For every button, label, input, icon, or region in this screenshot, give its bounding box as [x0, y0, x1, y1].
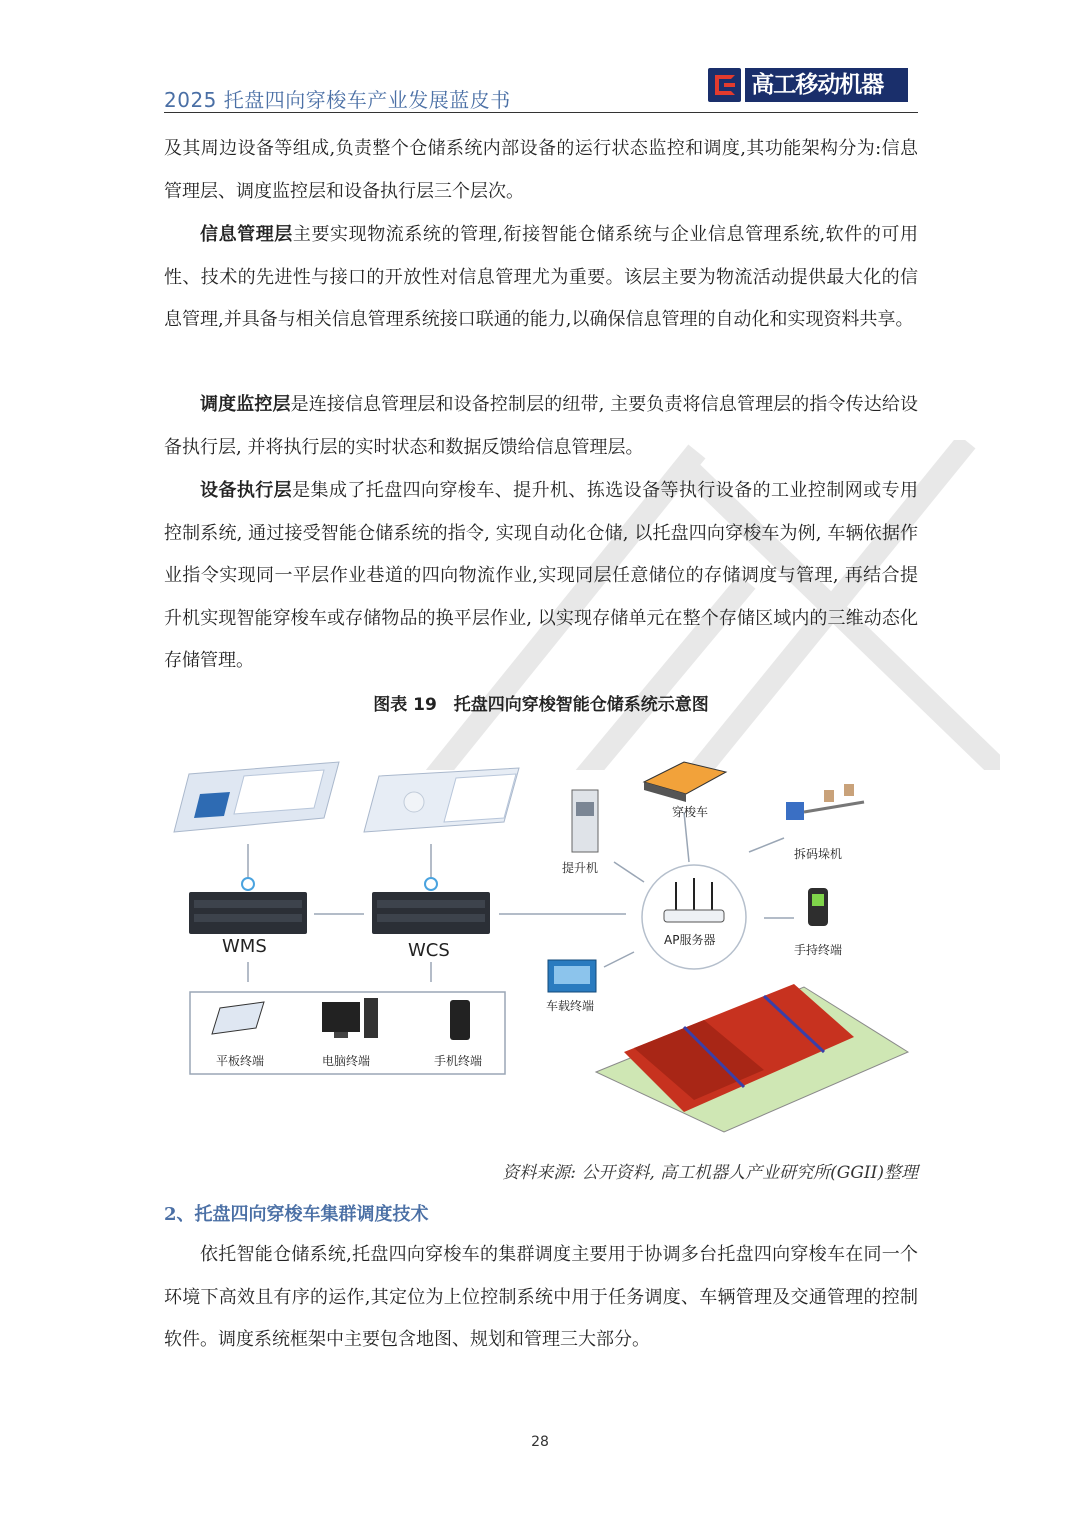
paragraph-dispatch-layer — [164, 384, 918, 469]
term-dispatch-layer: 调度监控层 — [200, 394, 291, 415]
label-handheld: 手持终端 — [794, 943, 843, 957]
label-vehicle: 车载终端 — [546, 999, 595, 1013]
palletizer-image — [786, 784, 864, 820]
logo — [708, 66, 908, 132]
paragraph-intro: 及其周边设备等组成,负责整个仓储系统内部设备的运行状态监控和调度,其功能架构分为:信息管理层、调度监控层和设备执行层三个层次。 — [164, 138, 918, 202]
section-paragraph: 依托智能仓储系统,托盘四向穿梭车的集群调度主要用于协调多台托盘四向穿梭车在同一个环境下高效且有序的运作,其定位为上位控制系统中用于任务调度、车辆管理及交通管理的控制软件。调度系统框架中主要包含地图、规划和管理三大部分。 — [164, 1244, 918, 1350]
term-exec-layer: 设备执行层 — [200, 480, 293, 501]
label-wms: WMS — [222, 936, 267, 957]
logo-g-icon — [708, 68, 741, 102]
label-ap: AP服务器 — [664, 933, 716, 947]
page-number: 28 — [531, 1434, 549, 1450]
label-pc: 电脑终端 — [322, 1054, 371, 1068]
header-title: 2025 托盘四向穿梭车产业发展蓝皮书 — [164, 88, 511, 112]
section-heading: 2、托盘四向穿梭车集群调度技术 — [164, 1204, 429, 1225]
label-lift: 提升机 — [562, 861, 599, 875]
shuttle-image — [644, 762, 726, 802]
vehicle-terminal-image — [548, 960, 596, 992]
term-info-layer: 信息管理层 — [200, 224, 293, 245]
warehouse-image — [596, 984, 908, 1132]
label-palletizer: 拆码垛机 — [794, 847, 843, 861]
label-tablet: 平板终端 — [216, 1054, 265, 1068]
lift-image — [572, 790, 598, 852]
wcs-screen-image — [364, 768, 519, 832]
figure-caption: 图表 19 托盘四向穿梭智能仓储系统示意图 — [373, 695, 709, 715]
system-diagram — [164, 752, 918, 1142]
paragraph-info-layer — [164, 214, 918, 342]
paragraph-exec-layer-body: 是集成了托盘四向穿梭车、提升机、拣选设备等执行设备的工业控制网或专用控制系统, 通过接受智能仓储系统的指令, 实现自动化仓储, 以托盘四向穿梭车为例, 车辆依据作业指令实现同一平层作业巷道的四向物流作业,实现同层任意储位的存储调度与管理, 再结合提升机实现智能穿梭车或存储物品的换平层作业, 以实现存储单元在整个存储区域内的三维动态化存储管理。 — [164, 480, 919, 671]
paragraph-info-layer-body: 主要实现物流系统的管理,衔接智能仓储系统与企业信息管理系统,软件的可用性、技术的先进性与接口的开放性对信息管理尤为重要。该层主要为物流活动提供最大化的信息管理,并具备与相关信息管理系统接口联通的能力,以确保信息管理的自动化和实现资料共享。 — [164, 224, 918, 330]
wms-screen-image — [174, 762, 339, 832]
pc-icon — [322, 998, 378, 1038]
label-phone: 手机终端 — [434, 1054, 483, 1068]
logo-text: 高工移动机器人 — [745, 68, 908, 102]
handheld-image — [808, 888, 828, 926]
label-wcs: WCS — [408, 940, 450, 961]
header-divider — [164, 112, 918, 113]
paragraph-exec-layer — [164, 470, 918, 683]
wcs-server-image — [372, 878, 490, 934]
label-shuttle: 穿梭车 — [672, 805, 709, 819]
phone-icon — [450, 1000, 470, 1040]
paragraph-dispatch-layer-body: 是连接信息管理层和设备控制层的纽带, 主要负责将信息管理层的指令传达给设备执行层, 并将执行层的实时状态和数据反馈给信息管理层。 — [164, 394, 918, 458]
wms-server-image — [189, 878, 307, 934]
figure-source: 资料来源: 公开资料, 高工机器人产业研究所(GGII)整理 — [502, 1163, 918, 1183]
ap-server-image — [642, 865, 746, 969]
